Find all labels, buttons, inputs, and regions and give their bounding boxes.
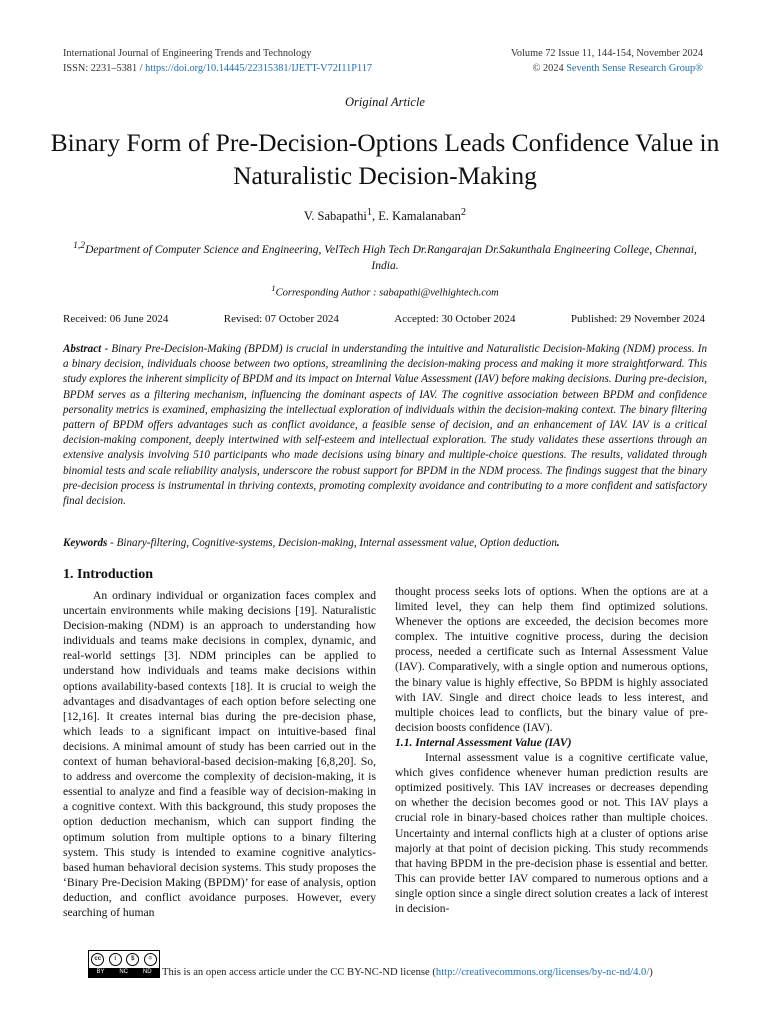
paragraph: thought process seeks lots of options. When the options are at a limited level, they can help them find optimized solutions. Whenever the options are exceeded, the decision becomes more complex. The intuitive cognitive process, during the decision process, needed a certificate such as Internal Assessment Value (IAV). Comparatively, with a single option and numerous options, the binary value is highly effective, So BPDM is highly associated with IAV. Single and direct choice leads to less interest, and multiple choices lead to conflicts, but the binary value of pre-decision boosts confidence (IAV). <box>395 585 708 734</box>
author-name: E. Kamalanaban <box>378 209 461 224</box>
cc-icons <box>89 951 159 968</box>
revised-date: Revised: 07 October 2024 <box>223 313 339 325</box>
doi-link[interactable]: https://doi.org/10.14445/22315381/IJETT-V72I11P117 <box>145 63 373 74</box>
affiliation-text: Department of Computer Science and Engineering, VelTech High Tech Dr.Rangarajan Dr.Sakunthala Engineering College, Chennai, India. <box>85 243 697 272</box>
abstract-label: Abstract <box>63 343 102 355</box>
cc-label: BY <box>96 969 105 975</box>
cc-icon: cc <box>91 953 104 966</box>
abstract <box>63 342 707 509</box>
attribution-icon: i <box>109 953 122 966</box>
volume-info: Volume 72 Issue 11, 144-154, November 2024 <box>510 48 703 59</box>
keywords-text: - Binary-filtering, Cognitive-systems, Decision-making, Internal assessment value, Option deduction <box>107 537 557 549</box>
keywords <box>63 536 707 551</box>
journal-name: International Journal of Engineering Trends and Technology <box>63 48 312 59</box>
right-column <box>395 584 708 916</box>
section-heading: 1. Introduction <box>63 567 153 582</box>
affiliation <box>63 238 707 274</box>
license-statement: This is an open access article under the CC BY-NC-ND license ( <box>162 967 436 978</box>
author-list <box>0 207 770 224</box>
issn: ISSN: 2231–5381 / <box>63 63 146 74</box>
published-date: Published: 29 November 2024 <box>570 313 705 325</box>
left-column <box>63 566 376 920</box>
author-superscript: 1 <box>366 207 373 218</box>
noncommercial-icon: $ <box>126 953 139 966</box>
abstract-text: - Binary Pre-Decision-Making (BPDM) is crucial in understanding the intuitive and Naturalistic Decision-Making (NDM) process. In a binary decision, individuals choose between two options, streamlining the decision-making process and making it more straightforward. This study explores the inherent simplicity of BPDM and its impact on Internal Value Assessment (IAV) before making decisions. During pre-decision, BPDM serves as a filtering mechanism, influencing the dominant aspects of IAV. The cognitive association between BPDM and confidence personality metrics is examined, emphasizing the intellectual exploration of individuals within the decision-making context. The binary filtering pattern of BPDM offers advantages such as conflict avoidance, a feasible sense of decision, and an enhancement of IAV. IAV is a critical decision-making component, deeply intertwined with self-esteem and intellectual exploration. The study validates these assertions through an extensive analysis involving 510 participants who made decisions using binary and multiple-choice questions. The results, validated through binomial tests and scale reliability analysis, underscore the robust support for BPDM in the NDM process. The findings suggest that the binary pre-decision process is instrumental in thriving contexts, promoting complexity avoidance and contributing to a more confident and satisfactory final decision. <box>63 343 707 508</box>
received-date: Received: 06 June 2024 <box>63 313 169 325</box>
accepted-date: Accepted: 30 October 2024 <box>394 313 516 325</box>
cc-labels <box>89 968 159 977</box>
noderivatives-icon: = <box>144 953 157 966</box>
author-separator: , <box>372 209 379 224</box>
keywords-label: Keywords <box>63 537 108 549</box>
publisher-link[interactable]: Seventh Sense Research Group® <box>566 63 703 74</box>
cc-license-badge[interactable] <box>88 950 160 978</box>
affiliation-superscript: 1,2 <box>73 240 86 251</box>
subsection-heading: 1.1. Internal Assessment Value (IAV) <box>395 735 572 749</box>
copyright-line <box>511 61 703 76</box>
paragraph: Internal assessment value is a cognitive certificate value, which gives confidence whenever human prediction results are optimized positively. This IAV increases or decreases depending on whether the decision becomes good or not. This IAV plays a crucial role in binary-based choices rather than multiple choices. Uncertainty and internal conflicts high at a cluster of options arise majorly at that point of decision picking. This study recommends that having BPDM in the pre-decision phase is essential and better. This can provide better IAV compared to numerous options and a single option since a single direct solution creates a lack of interest in decision- <box>395 751 708 915</box>
corresponding-author <box>0 283 770 299</box>
author-name: V. Sabapathi <box>303 209 367 224</box>
license-footer <box>88 950 728 978</box>
corresponding-text: Corresponding Author : sabapathi@velhightech.com <box>275 287 499 299</box>
copyright: © 2024 <box>532 63 567 74</box>
cc-label: NC <box>119 969 128 975</box>
volume-header <box>511 46 703 76</box>
paragraph: An ordinary individual or organization faces complex and uncertain environments while making decisions [19]. Naturalistic Decision-making (NDM) is an approach to understanding how individuals and teams make decisions in complex, dynamic, and real-world settings [3]. NDM principles can be applied to understand how individuals and teams make decisions within options availability-based contexts [18]. It is crucial to weigh the advantages and disadvantages of each option before selecting one [12,16]. It creates internal bias during the pre-decision phase, which leads to a significant impact on intuitive-based final decisions. A minimal amount of study has been carried out in the context of human behavioral-based decision-making [6,8,20]. So, to address and overcome the complexity of decision-making, it is essential to analyze and find a feasible way of decision-making in a cognitive context. With this background, this study proposes the option deduction mechanism, which can support finding the optimum solution from multiple options to a binary filtering system. This study is intended to examine cognitive analytics-based human behavioral decision systems. This study proposes the ‘Binary Pre-Decision Making (BPDM)’ for ease of analysis, option deduction, and conflict avoidance purposes. However, every searching of human <box>63 589 376 919</box>
corresponding-superscript: 1 <box>271 283 276 293</box>
issn-line <box>63 61 372 76</box>
publication-dates <box>63 313 705 325</box>
author-superscript: 2 <box>460 207 467 218</box>
keywords-end: . <box>556 537 560 549</box>
journal-header <box>63 46 372 76</box>
article-type: Original Article <box>345 95 425 109</box>
license-link[interactable]: http://creativecommons.org/licenses/by-nc-nd/4.0/ <box>435 967 650 978</box>
paper-title: Binary Form of Pre-Decision-Options Leads Confidence Value in Naturalistic Decision-Making <box>50 128 720 190</box>
cc-label: ND <box>142 969 152 975</box>
license-end: ) <box>649 967 653 978</box>
license-text <box>162 967 653 978</box>
